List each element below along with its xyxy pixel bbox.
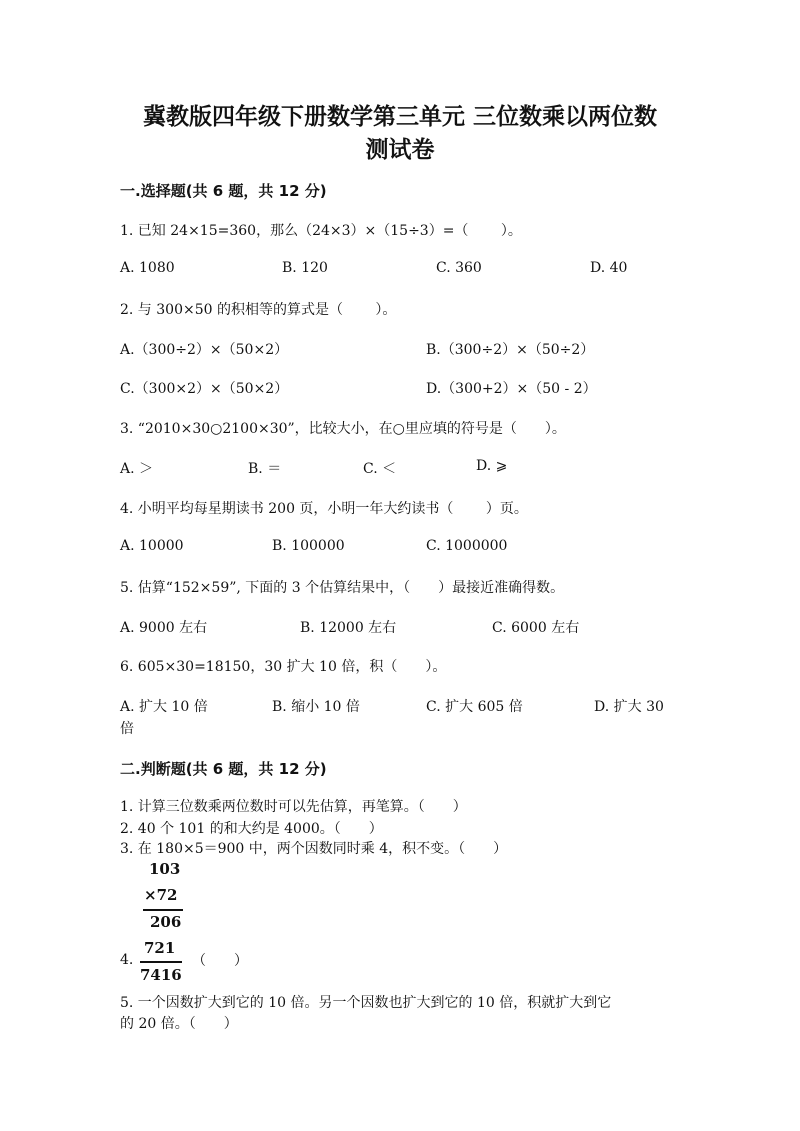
q1-option-d: D. 40 [590, 260, 628, 276]
question-6: 6. 605×30=18150，30 扩大 10 倍，积（ ）。 [120, 659, 447, 675]
q1-option-b: B. 120 [282, 260, 328, 276]
question-4: 4. 小明平均每星期读书 200 页，小明一年大约读书（ ）页。 [120, 501, 528, 517]
calc-product: 7416 [140, 966, 182, 984]
q2-option-b: B.（300÷2）×（50÷2） [426, 342, 595, 358]
calc-partial-2: 721 [144, 939, 176, 957]
question-3: 3. “2010×30○2100×30”，比较大小，在○里应填的符号是（ ）。 [120, 421, 566, 437]
judge-item-4-label: 4. [120, 952, 134, 968]
calc-multiplicand: 103 [149, 860, 181, 878]
section-heading-judge: 二.判断题(共 6 题，共 12 分) [120, 760, 327, 778]
calc-rule-2 [140, 961, 182, 963]
q6-option-b: B. 缩小 10 倍 [272, 699, 360, 715]
q5-option-b: B. 12000 左右 [300, 620, 397, 636]
q3-option-c: C. ＜ [363, 461, 397, 477]
q5-option-a: A. 9000 左右 [120, 620, 208, 636]
q5-option-c: C. 6000 左右 [492, 620, 580, 636]
q1-option-a: A. 1080 [120, 260, 175, 276]
section-heading-choice: 一.选择题(共 6 题，共 12 分) [120, 182, 327, 200]
q3-option-b: B. ＝ [248, 461, 282, 477]
calc-rule-1 [143, 909, 183, 911]
q4-option-c: C. 1000000 [426, 538, 508, 554]
q2-option-d: D.（300+2）×（50 - 2） [426, 381, 597, 397]
judge-item-3: 3. 在 180×5＝900 中，两个因数同时乘 4，积不变。（ ） [120, 841, 508, 857]
question-1: 1. 已知 24×15=360，那么（24×3）×（15÷3）=（ ）。 [120, 223, 522, 239]
q4-option-b: B. 100000 [272, 538, 345, 554]
q6-option-d: D. 扩大 30 [594, 699, 664, 715]
calc-partial-1: 206 [150, 913, 182, 931]
question-5: 5. 估算“152×59”, 下面的 3 个估算结果中，（ ）最接近准确得数。 [120, 580, 565, 596]
q3-option-a: A. ＞ [120, 461, 154, 477]
judge-item-1: 1. 计算三位数乘两位数时可以先估算，再笔算。（ ） [120, 799, 467, 815]
judge-item-2: 2. 40 个 101 的和大约是 4000。（ ） [120, 821, 383, 837]
q6-option-d-wrap: 倍 [120, 721, 134, 737]
q1-option-c: C. 360 [436, 260, 482, 276]
judge-item-5-wrap: 的 20 倍。（ ） [120, 1016, 238, 1032]
q4-option-a: A. 10000 [120, 538, 184, 554]
q2-option-c: C.（300×2）×（50×2） [120, 381, 289, 397]
page-title: 冀教版四年级下册数学第三单元 三位数乘以两位数 [142, 104, 657, 130]
q6-option-a: A. 扩大 10 倍 [120, 699, 208, 715]
judge-item-4-paren: （ ） [192, 953, 248, 969]
q2-option-a: A.（300÷2）×（50×2） [120, 342, 289, 358]
judge-item-5: 5. 一个因数扩大到它的 10 倍。另一个因数也扩大到它的 10 倍，积就扩大到它 [120, 995, 612, 1011]
q3-option-d: D. ⩾ [476, 458, 508, 474]
q6-option-c: C. 扩大 605 倍 [426, 699, 523, 715]
page-title-line2: 测试卷 [365, 137, 435, 163]
question-2: 2. 与 300×50 的积相等的算式是（ ）。 [120, 302, 397, 318]
calc-multiplier: ×72 [144, 886, 178, 904]
